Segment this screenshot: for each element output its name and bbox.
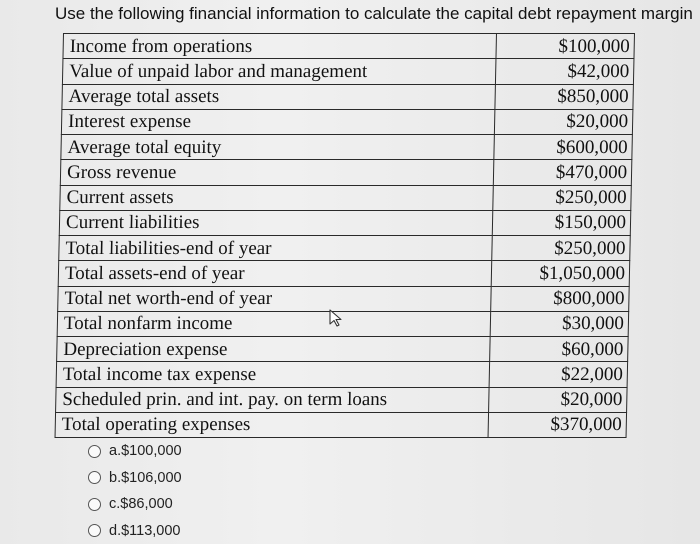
mouse-pointer-icon [326, 308, 346, 328]
row-value: $20,000 [489, 387, 627, 412]
table-row [62, 84, 634, 109]
question-text: Use the following financial information to calculate the capital debt repayment margin [55, 4, 700, 24]
row-label: Total operating expenses [55, 412, 489, 437]
radio-button-icon[interactable] [88, 445, 101, 458]
option-letter: a. [109, 443, 121, 459]
radio-button-icon[interactable] [88, 471, 101, 484]
row-label: Depreciation expense [57, 337, 491, 362]
row-label: Total income tax expense [56, 362, 490, 387]
answer-option-c[interactable] [88, 491, 182, 518]
financial-info-table [55, 33, 635, 438]
row-value: $22,000 [489, 362, 627, 387]
row-value: $370,000 [488, 412, 626, 437]
row-label: Current assets [60, 185, 494, 210]
option-value: $113,000 [121, 523, 180, 539]
radio-button-icon[interactable] [88, 524, 101, 537]
table-row [61, 135, 633, 160]
row-label: Income from operations [63, 34, 497, 59]
row-value: $100,000 [496, 34, 634, 59]
table-row [60, 160, 632, 185]
row-value: $250,000 [492, 236, 630, 261]
table-row [56, 362, 628, 387]
table-row [57, 337, 629, 362]
table-row [59, 210, 631, 235]
row-label: Value of unpaid labor and management [62, 59, 496, 84]
answer-option-d[interactable] [88, 518, 182, 544]
row-value: $1,050,000 [491, 261, 629, 286]
table-row [61, 109, 633, 134]
table-row [55, 412, 627, 437]
row-label: Current liabilities [59, 210, 493, 235]
row-label: Total net worth-end of year [58, 286, 492, 311]
table-row [59, 236, 631, 261]
option-letter: b. [109, 470, 121, 486]
table-row [60, 185, 632, 210]
row-label: Total liabilities-end of year [59, 236, 493, 261]
radio-button-icon[interactable] [88, 498, 101, 511]
answer-option-b[interactable] [88, 465, 182, 492]
row-value: $30,000 [490, 311, 628, 336]
row-label: Scheduled prin. and int. pay. on term loans [56, 387, 490, 412]
row-label: Average total equity [61, 135, 495, 160]
row-value: $800,000 [491, 286, 629, 311]
row-label: Total assets-end of year [58, 261, 492, 286]
row-value: $850,000 [495, 84, 633, 109]
financial-info-table-wrap [55, 33, 635, 438]
table-row [62, 59, 634, 84]
table-row [63, 34, 635, 59]
row-label: Gross revenue [60, 160, 494, 185]
option-value: $100,000 [121, 443, 181, 459]
option-letter: d. [109, 523, 121, 539]
row-value: $20,000 [495, 109, 633, 134]
row-value: $42,000 [496, 59, 634, 84]
row-value: $470,000 [494, 160, 632, 185]
table-row [56, 387, 628, 412]
row-label: Average total assets [62, 84, 496, 109]
row-value: $60,000 [490, 337, 628, 362]
option-value: $106,000 [121, 470, 181, 486]
table-row [58, 261, 630, 286]
row-value: $250,000 [493, 185, 631, 210]
option-value: $86,000 [120, 496, 172, 512]
row-value: $150,000 [493, 210, 631, 235]
row-value: $600,000 [494, 135, 632, 160]
answer-option-a[interactable] [88, 438, 182, 465]
row-label: Total nonfarm income [57, 311, 491, 336]
answer-options [88, 438, 182, 544]
option-letter: c. [109, 496, 120, 512]
row-label: Interest expense [61, 109, 495, 134]
